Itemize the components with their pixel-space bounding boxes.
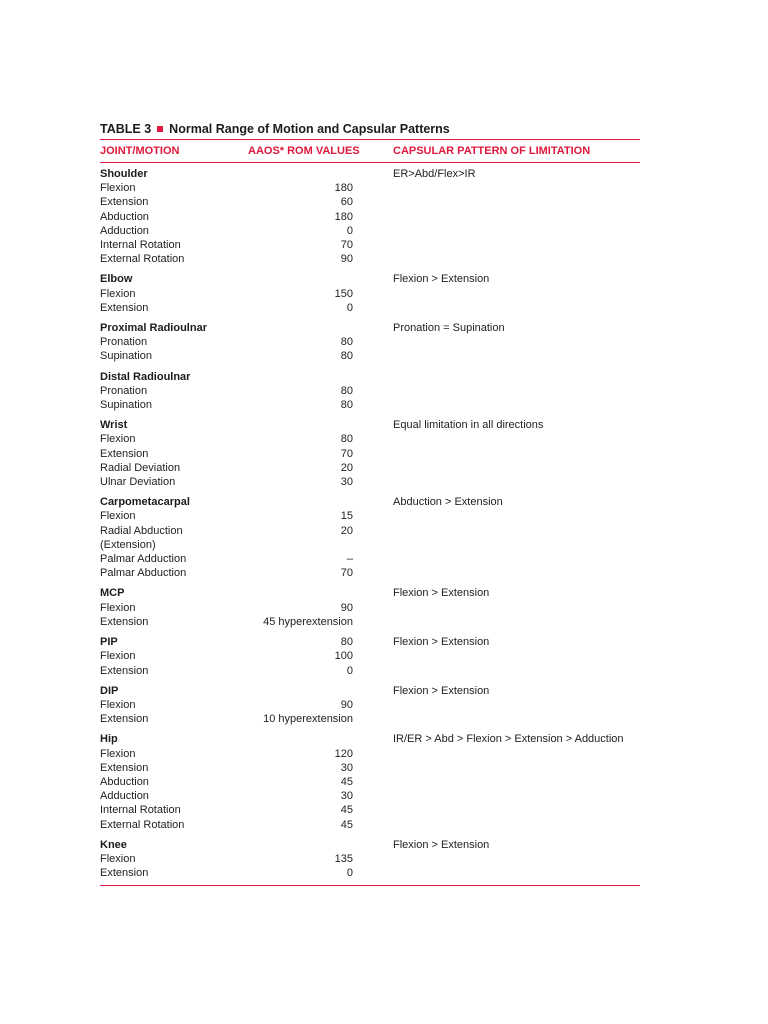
joint-row (100, 732, 393, 746)
rom-value: 70 (340, 447, 353, 460)
motion-name: Extension (100, 761, 149, 774)
joint-group (100, 684, 640, 727)
motion-row (100, 664, 393, 678)
motion-name: Internal Rotation (100, 804, 181, 817)
motion-row (100, 287, 393, 301)
capsular-pattern: Abduction > Extension (393, 496, 503, 509)
rom-value-cell (248, 335, 393, 349)
motion-name: Extension (100, 664, 149, 677)
motion-row (100, 601, 393, 615)
capsular-pattern: Flexion > Extension (393, 684, 490, 697)
motion-row (100, 566, 393, 580)
joint-motions (100, 370, 393, 413)
rom-value: 45 hyperextension (263, 615, 353, 628)
joint-motions (100, 732, 393, 831)
joint-motions (100, 635, 393, 678)
rom-value: 90 (340, 698, 353, 711)
motion-name: Radial Deviation (100, 461, 181, 474)
rom-value-cell (248, 664, 393, 678)
capsular-pattern: Pronation = Supination (393, 322, 505, 335)
motion-name: Pronation (100, 384, 148, 397)
rom-value-cell (248, 538, 393, 552)
rom-value-cell (248, 181, 393, 195)
rom-value-cell (248, 475, 393, 489)
rom-value-cell (248, 775, 393, 789)
rom-value: 45 (340, 818, 353, 831)
joint-row (100, 684, 393, 698)
joint-value-cell (248, 321, 393, 335)
joint-row (100, 321, 393, 335)
joint-name: Distal Radioulnar (100, 370, 191, 383)
capsular-pattern: Equal limitation in all directions (393, 419, 544, 432)
motion-row (100, 195, 393, 209)
motion-row (100, 384, 393, 398)
rom-value: 120 (334, 747, 353, 760)
motion-name: (Extension) (100, 538, 156, 551)
motion-name: Radial Abduction (100, 524, 183, 537)
motion-name: Adduction (100, 790, 149, 803)
motion-row (100, 210, 393, 224)
joint-motions (100, 684, 393, 727)
rom-value: 180 (334, 182, 353, 195)
rom-value: 20 (340, 524, 353, 537)
motion-name: External Rotation (100, 253, 185, 266)
rom-value-cell (248, 852, 393, 866)
motion-row (100, 803, 393, 817)
rom-value-cell (248, 301, 393, 315)
motion-row (100, 432, 393, 446)
motion-name: Flexion (100, 650, 136, 663)
joint-value-cell (248, 586, 393, 600)
rom-value-cell (248, 615, 393, 629)
rom-value: 90 (340, 601, 353, 614)
motion-name: Palmar Abduction (100, 567, 187, 580)
joint-value-cell (248, 370, 393, 384)
motion-name: Flexion (100, 698, 136, 711)
motion-name: Internal Rotation (100, 239, 181, 252)
table-title: Normal Range of Motion and Capsular Patterns (169, 122, 450, 136)
joint-group (100, 495, 640, 580)
rom-value: 80 (340, 384, 353, 397)
table-body (100, 163, 640, 880)
rom-value-cell (248, 238, 393, 252)
rom-value: 150 (334, 287, 353, 300)
motion-row (100, 398, 393, 412)
rom-value-cell (248, 398, 393, 412)
motion-row (100, 775, 393, 789)
motion-name: Abduction (100, 775, 149, 788)
joint-name: Proximal Radioulnar (100, 322, 207, 335)
joint-group (100, 167, 640, 266)
capsular-pattern: Flexion > Extension (393, 838, 490, 851)
capsular-pattern: Flexion > Extension (393, 636, 490, 649)
motion-name: Flexion (100, 747, 136, 760)
capsular-pattern: IR/ER > Abd > Flexion > Extension > Adduction (393, 733, 624, 746)
joint-value-cell (248, 684, 393, 698)
motion-row (100, 789, 393, 803)
rom-value: 80 (340, 350, 353, 363)
joint-value-cell (248, 635, 393, 649)
rom-value-cell (248, 552, 393, 566)
rom-value-cell (248, 524, 393, 538)
header-capsular-pattern: CAPSULAR PATTERN OF LIMITATION (393, 145, 591, 157)
header-joint-motion: JOINT/MOTION (100, 145, 180, 157)
motion-name: Palmar Adduction (100, 553, 187, 566)
rom-value-cell (248, 447, 393, 461)
joint-name: Hip (100, 733, 118, 746)
motion-name: Flexion (100, 182, 136, 195)
capsular-pattern: ER>Abd/Flex>IR (393, 168, 476, 180)
rom-value-cell (248, 224, 393, 238)
rom-value-cell (248, 761, 393, 775)
joint-name: Wrist (100, 419, 128, 432)
table-number: TABLE 3 (100, 122, 152, 136)
motion-row (100, 224, 393, 238)
capsular-pattern: Flexion > Extension (393, 273, 490, 286)
motion-row (100, 649, 393, 663)
motion-name: External Rotation (100, 818, 185, 831)
motion-row (100, 447, 393, 461)
table-title-row (100, 119, 640, 139)
joint-value-cell (248, 272, 393, 286)
rom-value-cell (248, 509, 393, 523)
rom-value-cell (248, 601, 393, 615)
rom-value: 0 (346, 301, 353, 314)
joint-name: DIP (100, 684, 119, 697)
rom-value: 10 hyperextension (263, 713, 353, 726)
joint-value-cell (248, 495, 393, 509)
rom-value-cell (248, 747, 393, 761)
rom-value-cell (248, 818, 393, 832)
rom-value-cell (248, 252, 393, 266)
joint-group (100, 272, 640, 315)
joint-name: Shoulder (100, 168, 148, 180)
rom-value: 180 (334, 210, 353, 223)
table-header-row (100, 140, 640, 162)
motion-row (100, 761, 393, 775)
joint-name: Elbow (100, 273, 133, 286)
rom-value: 0 (346, 224, 353, 237)
rom-value: 80 (340, 399, 353, 412)
motion-row (100, 509, 393, 523)
joint-row (100, 635, 393, 649)
bottom-rule (100, 885, 640, 886)
rom-value: 90 (340, 253, 353, 266)
joint-name: Carpometacarpal (100, 496, 190, 509)
joint-motions (100, 321, 393, 364)
rom-value-cell (248, 210, 393, 224)
joint-motions (100, 838, 393, 881)
motion-row (100, 349, 393, 363)
motion-name: Flexion (100, 510, 136, 523)
rom-table (100, 119, 640, 886)
motion-row (100, 552, 393, 566)
rom-value: – (346, 553, 353, 566)
joint-row (100, 418, 393, 432)
motion-row (100, 524, 393, 538)
joint-row (100, 495, 393, 509)
rom-value: 70 (340, 567, 353, 580)
rom-value-cell (248, 566, 393, 580)
rom-value: 45 (340, 804, 353, 817)
joint-name: Knee (100, 838, 127, 851)
joint-motions (100, 418, 393, 489)
rom-value: 20 (340, 461, 353, 474)
joint-motions (100, 272, 393, 315)
rom-value-cell (248, 866, 393, 880)
joint-group (100, 635, 640, 678)
motion-name: Supination (100, 350, 152, 363)
motion-name: Abduction (100, 210, 149, 223)
capsular-pattern: Flexion > Extension (393, 587, 490, 600)
joint-row (100, 167, 393, 181)
motion-name: Supination (100, 399, 152, 412)
motion-name: Extension (100, 196, 149, 209)
rom-value-cell (248, 432, 393, 446)
joint-value-cell (248, 732, 393, 746)
rom-value: 0 (346, 867, 353, 880)
motion-name: Extension (100, 447, 149, 460)
rom-value-cell (248, 384, 393, 398)
joint-value: 80 (340, 636, 353, 649)
motion-row (100, 538, 393, 552)
motion-row (100, 181, 393, 195)
rom-value: 0 (346, 664, 353, 677)
rom-value-cell (248, 287, 393, 301)
rom-value-cell (248, 195, 393, 209)
joint-row (100, 272, 393, 286)
rom-value: 15 (340, 510, 353, 523)
rom-value: 135 (334, 852, 353, 865)
motion-name: Extension (100, 713, 149, 726)
motion-name: Pronation (100, 336, 148, 349)
header-rom-values: AAOS* ROM VALUES (248, 145, 360, 157)
motion-row (100, 866, 393, 880)
motion-name: Flexion (100, 601, 136, 614)
rom-value: 60 (340, 196, 353, 209)
joint-group (100, 838, 640, 881)
motion-row (100, 615, 393, 629)
joint-motions (100, 495, 393, 580)
motion-row (100, 335, 393, 349)
joint-group (100, 586, 640, 629)
joint-row (100, 838, 393, 852)
motion-row (100, 252, 393, 266)
motion-name: Extension (100, 867, 149, 880)
joint-value-cell (248, 167, 393, 181)
rom-value-cell (248, 789, 393, 803)
motion-name: Extension (100, 615, 149, 628)
rom-value: 80 (340, 336, 353, 349)
motion-row (100, 301, 393, 315)
joint-group (100, 370, 640, 413)
rom-value: 45 (340, 775, 353, 788)
motion-row (100, 747, 393, 761)
joint-group (100, 732, 640, 831)
motion-row (100, 238, 393, 252)
red-square-icon (157, 126, 163, 132)
joint-group (100, 418, 640, 489)
motion-name: Flexion (100, 287, 136, 300)
rom-value: 80 (340, 433, 353, 446)
joint-name: PIP (100, 636, 118, 649)
motion-name: Extension (100, 301, 149, 314)
motion-row (100, 698, 393, 712)
motion-row (100, 475, 393, 489)
rom-value: 100 (334, 650, 353, 663)
motion-name: Flexion (100, 852, 136, 865)
joint-value-cell (248, 418, 393, 432)
joint-group (100, 321, 640, 364)
motion-row (100, 461, 393, 475)
rom-value-cell (248, 803, 393, 817)
joint-value-cell (248, 838, 393, 852)
rom-value: 70 (340, 239, 353, 252)
joint-motions (100, 167, 393, 266)
capsular-pattern (393, 370, 640, 413)
motion-row (100, 712, 393, 726)
rom-value-cell (248, 712, 393, 726)
joint-row (100, 586, 393, 600)
motion-row (100, 818, 393, 832)
rom-value-cell (248, 698, 393, 712)
joint-row (100, 370, 393, 384)
joint-motions (100, 586, 393, 629)
rom-value: 30 (340, 761, 353, 774)
rom-value-cell (248, 349, 393, 363)
motion-name: Ulnar Deviation (100, 476, 176, 489)
motion-name: Flexion (100, 433, 136, 446)
rom-value: 30 (340, 790, 353, 803)
motion-name: Adduction (100, 224, 149, 237)
motion-row (100, 852, 393, 866)
rom-value-cell (248, 649, 393, 663)
rom-value: 30 (340, 476, 353, 489)
joint-name: MCP (100, 587, 125, 600)
rom-value-cell (248, 461, 393, 475)
